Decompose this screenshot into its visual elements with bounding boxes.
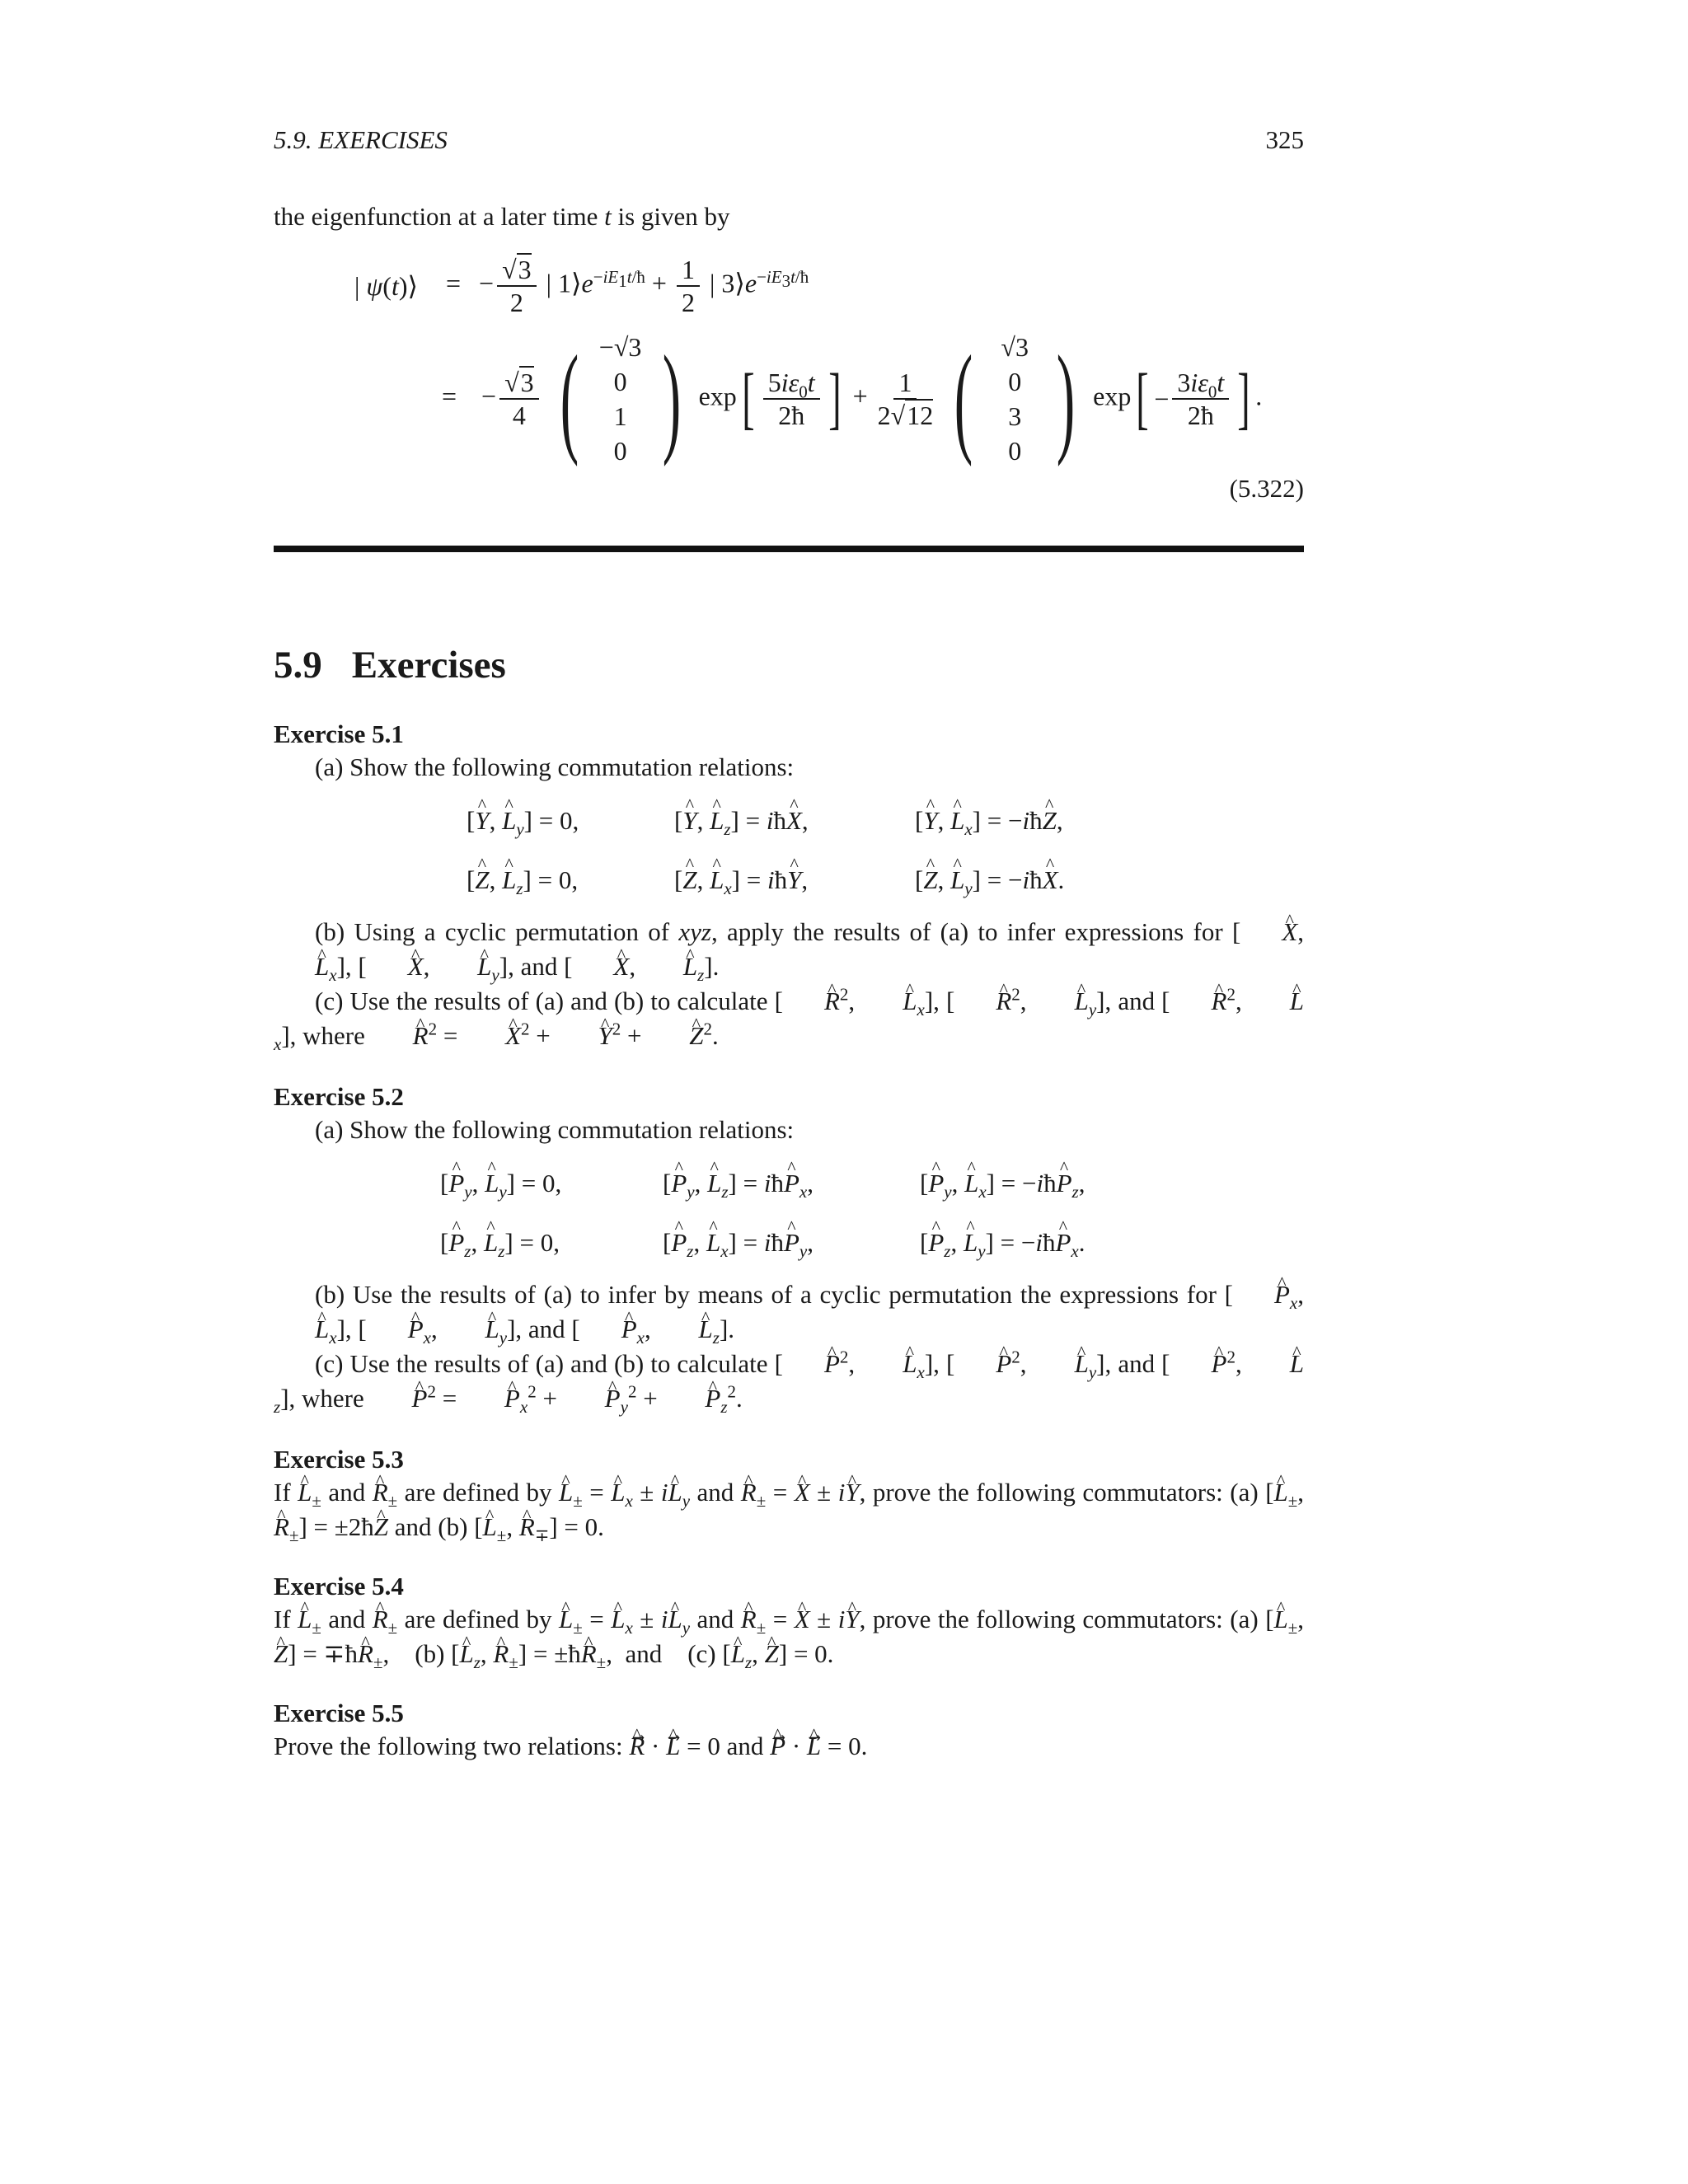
book-page: 5.9. EXERCISES 325 the eigenfunction at a later time t is given by | ψ(t)⟩ = − $\frac{√3}{2}$ | $1⟩e^{-iE_1t/ħ}$ + $\frac{1}{2}$ | $3⟩e^{-iE_3t/ħ}$ = − $\frac{√3}{4}$ ( −√3 0 1 0 ) exp [ $\frac{5i\varepsilon_0t}{2ħ}$ ] + $\frac{1}{2√12}$ ( √3 0 3 0 ) exp [ − $\frac{3i\varepsilon_0t}{2ħ}$ ] . (5.322) 5.9 Exercises Exercise 5.1 (a) Show the following commutation relations: [^ Y, ^ $L_y] = 0$, [^ Y, ^ $L_z$] = iħ^ X, [^ Y, ^ $L_x$] = −iħ^ Z, [^ Z, ^ $L_z] = 0$, [^ Z, ^ $L_x$] = iħ^ Y, [^ Z, ^ $L_y$] = −iħ^ X. (b) Using a cyclic permutation of xyz, apply the results of (a) to infer expressions for [^ X, ^ $L_x$], [^ X, ^ $L_y$], and [^ X, ^ $L_z$]. (c) Use the results of (a) and (b) to calculate [^ $R^2$, ^ $L_x$], [^ $R^2$, ^ $L_y$], and [^ $R^2$, ^ $L_x$], where ^ $R^2$ = ^ $X^2$ + ^ $Y^2$ + ^ $Z^2$. Exercise 5.2 (a) Show the following commutation relations: [^ $P_y$, ^ $L_y] = 0$, [^ $P_y$, ^ $L_z$] = iħ^ $P_x$, [^ $P_y$, ^ $L_x$] = −iħ^ $P_z$, [^ $P_z$, ^ $L_z] = 0$, [^ $P_z$, ^ $L_x$] = iħ^ $P_y$, [^ $P_z$, ^ $L_y$] = −iħ^ $P_x$. (b) Use the results of (a) to infer by means of a cyclic permutation the expressions for [^ $P_x$, ^ $L_x$], [^ $P_x$, ^ $L_y$], and [^ $P_x$, ^ $L_z$]. (c) Use the results of (a) and (b) to calculate [^ $P^2$, ^ $L_x$], [^ $P^2$, ^ $L_y$], and [^ $P^2$, ^ $L_z$], where ^ $P^2$ = ^ $P_x^2$ + ^ $P_y^2$ + ^ $P_z^2$. Exercise 5.3 If ^ $L_\pm$ and ^ $R_\pm$ are defined by ^ $L_\pm$ = ^ $L_x$ ± i^ $L_y$ and ^ $R_\pm$ = ^ X ± i^ Y, prove the following commutators: (a) [^ $L_\pm$, ^ $R_\pm$] = ±2ħ^ Z and (b) [^ $L_\pm$, ^ $R_\mp] = 0$. Exercise 5.4 If ^ $L_\pm$ and ^ $R_\pm$ are defined by ^ $L_\pm$ = ^ $L_x$ ± i^ $L_y$ and ^ $R_\pm$ = ^ X ± i^ Y, prove the following commutators: (a) [^ $L_\pm$, ^ Z] = ∓ħ^ $R_\pm$, (b) [^ $L_z$, ^ $R_\pm$] = ±ħ^ $R_\pm$, and (c) [^ $L_z$, ^ Z] = 0. Exercise 5.5 Prove the following two relations: ^ R⃗ · ^ L⃗ = 0 and ^ P⃗ · ^ L⃗ = 0. <box>0 0 1688 2184</box>
exercise-5-1-title: Exercise 5.1 <box>274 719 404 748</box>
equation-number: (5.322) <box>1229 474 1304 503</box>
exercise-5-2-part-c: (c) Use the results of (a) and (b) to calculate [^ $P^2$, ^ $L_x$], [^ $P^2$, ^ $L_y$], and [^ $P^2$, ^ $L_z$], where ^ $P^2$ = ^ $P_x^2$ + ^ $P_y^2$ + ^ $P_z^2$. <box>274 1347 1304 1416</box>
exercise-5-1-part-a: (a) Show the following commutation relations: <box>315 752 795 781</box>
exercise-5-2-part-a: (a) Show the following commutation relations: <box>315 1115 795 1144</box>
exercise-5-3-body: If ^ $L_\pm$ and ^ $R_\pm$ are defined by ^ $L_\pm$ = ^ $L_x$ ± i^ $L_y$ and ^ $R_\pm$ = ^ X ± i^ Y, prove the following commutators: (a) [^ $L_\pm$, ^ $R_\pm$] = ±2ħ^ Z and (b) [^ $L_\pm$, ^ $R_\mp] = 0$. <box>274 1475 1304 1544</box>
exercise-5-5-title: Exercise 5.5 <box>274 1699 404 1727</box>
exercise-5-1-part-c: (c) Use the results of (a) and (b) to calculate [^ $R^2$, ^ $L_x$], [^ $R^2$, ^ $L_y$], and [^ $R^2$, ^ $L_x$], where ^ $R^2$ = ^ $X^2$ + ^ $Y^2$ + ^ $Z^2$. <box>274 984 1304 1053</box>
equation-line-1: | ψ(t)⟩ = − $\frac{√3}{2}$ | $1⟩e^{-iE_1t/ħ}$ + $\frac{1}{2}$ | $3⟩e^{-iE_3t/ħ}$ <box>354 255 809 317</box>
exercise-5-2-part-b: (b) Use the results of (a) to infer by means of a cyclic permutation the expressions for [^ $P_x$, ^ $L_x$], [^ $P_x$, ^ $L_y$], and [^ $P_x$, ^ $L_z$]. <box>274 1277 1304 1347</box>
exercise-5-1-part-b: (b) Using a cyclic permutation of xyz, apply the results of (a) to infer expressions for [^ X, ^ $L_x$], [^ X, ^ $L_y$], and [^ X, ^ $L_z$]. <box>274 915 1304 984</box>
page-number: 325 <box>1265 125 1304 154</box>
exercise-5-4-title: Exercise 5.4 <box>274 1572 404 1601</box>
exercise-5-5-body: Prove the following two relations: ^ R⃗ · ^ L⃗ = 0 and ^ P⃗ · ^ L⃗ = 0. <box>274 1729 1304 1764</box>
section-rule <box>274 546 1304 552</box>
exercise-5-2-title: Exercise 5.2 <box>274 1082 404 1111</box>
exercise-5-4-body: If ^ $L_\pm$ and ^ $R_\pm$ are defined by ^ $L_\pm$ = ^ $L_x$ ± i^ $L_y$ and ^ $R_\pm$ = ^ X ± i^ Y, prove the following commutators: (a) [^ $L_\pm$, ^ Z] = ∓ħ^ $R_\pm$, (b) [^ $L_z$, ^ $R_\pm$] = ±ħ^ $R_\pm$, and (c) [^ $L_z$, ^ Z] = 0. <box>274 1602 1304 1671</box>
section-title: 5.9 Exercises <box>274 644 506 687</box>
column-vector-2: ( √3 0 3 0 ) <box>954 330 1076 467</box>
column-vector-1: ( −√3 0 1 0 ) <box>560 330 681 467</box>
running-head: 5.9. EXERCISES <box>274 125 448 154</box>
intro-text: the eigenfunction at a later time t is given by <box>274 202 730 231</box>
equation-line-2: = − $\frac{√3}{4}$ ( −√3 0 1 0 ) exp [ $\frac{5i\varepsilon_0t}{2ħ}$ ] + $\frac{1}{2√12}$ ( √3 0 3 0 ) exp [ − $\frac{3i\varepsilon_0t}{2ħ}$ ] . <box>442 330 1263 467</box>
exercise-5-3-title: Exercise 5.3 <box>274 1445 404 1474</box>
